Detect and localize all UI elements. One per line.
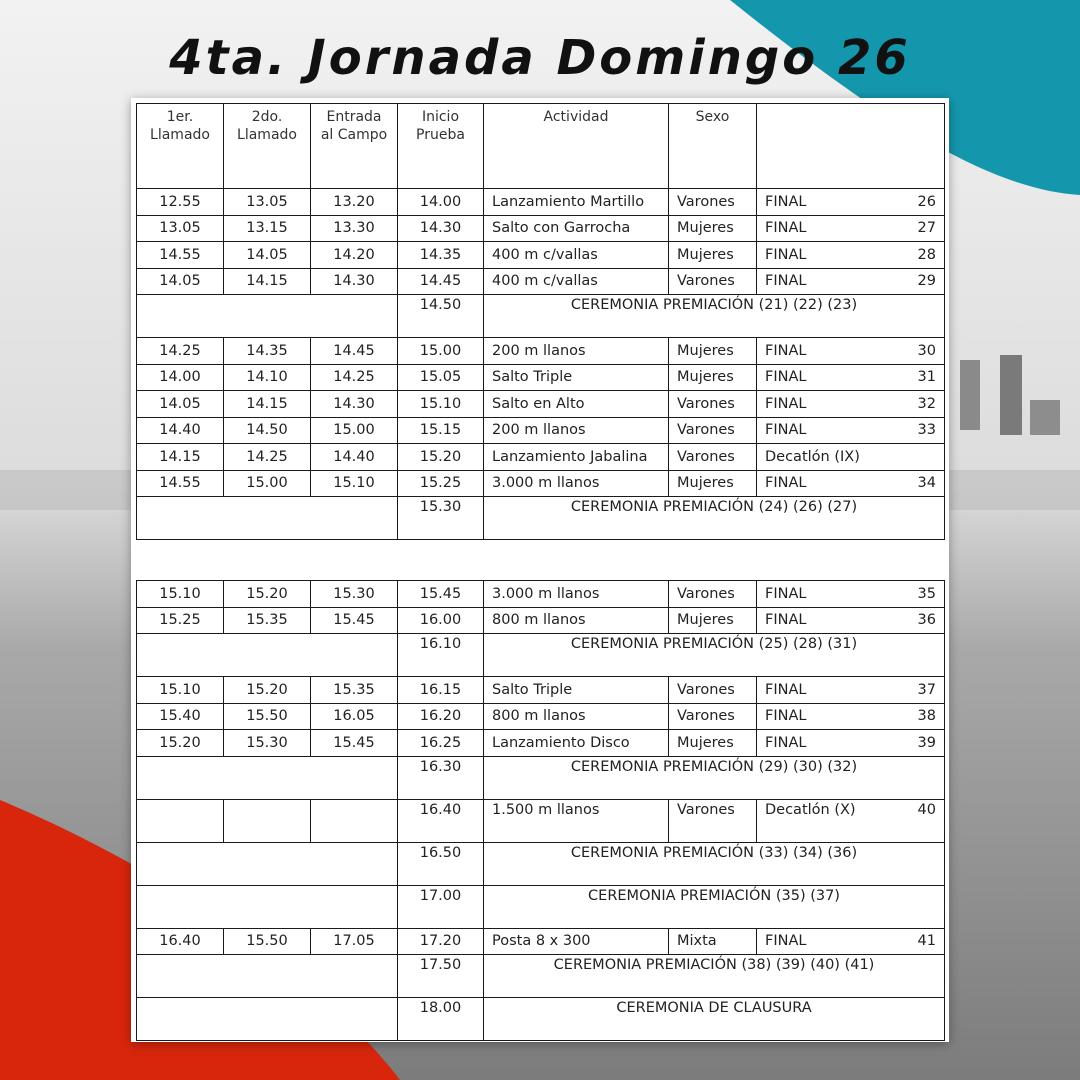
llamado2-cell: 14.25 [224, 444, 311, 471]
actividad-cell: 3.000 m llanos [484, 581, 669, 608]
sexo-cell: Varones [669, 677, 757, 704]
empty-cell [137, 955, 398, 998]
inicio-cell: 16.40 [398, 799, 484, 842]
schedule-body [137, 189, 945, 1041]
fase-label: FINAL [765, 708, 807, 725]
event-row [137, 444, 945, 471]
actividad-cell: Salto Triple [484, 677, 669, 704]
fase-cell [757, 607, 945, 634]
header-sexo: Sexo [669, 104, 757, 189]
fase-wrap [765, 194, 936, 210]
event-row [137, 338, 945, 365]
llamado1-cell: 15.25 [137, 607, 224, 634]
entrada-cell: 15.45 [311, 607, 398, 634]
event-row [137, 215, 945, 242]
event-number: 38 [917, 708, 936, 725]
fase-cell [757, 242, 945, 269]
llamado1-cell: 15.10 [137, 581, 224, 608]
inicio-cell: 15.15 [398, 417, 484, 444]
empty-cell [137, 885, 398, 928]
llamado1-cell: 13.05 [137, 215, 224, 242]
llamado1-cell: 14.00 [137, 364, 224, 391]
entrada-cell: 13.20 [311, 189, 398, 216]
fase-cell [757, 703, 945, 730]
fase-label: FINAL [765, 612, 807, 629]
llamado1-cell [137, 799, 224, 842]
fase-label: FINAL [765, 422, 807, 439]
inicio-cell: 15.30 [398, 497, 484, 540]
event-number: 30 [917, 342, 936, 359]
llamado1-cell: 14.15 [137, 444, 224, 471]
actividad-cell: Lanzamiento Jabalina [484, 444, 669, 471]
fase-cell [757, 470, 945, 497]
event-row [137, 391, 945, 418]
fase-cell [757, 928, 945, 955]
event-row [137, 470, 945, 497]
llamado2-cell: 14.50 [224, 417, 311, 444]
llamado1-cell: 16.40 [137, 928, 224, 955]
entrada-cell: 15.30 [311, 581, 398, 608]
fase-label: Decatlón (IX) [765, 448, 860, 465]
fase-wrap [765, 933, 936, 949]
inicio-cell: 14.00 [398, 189, 484, 216]
llamado2-cell: 15.20 [224, 581, 311, 608]
inicio-cell: 15.45 [398, 581, 484, 608]
ceremony-cell: CEREMONIA PREMIACIÓN (35) (37) [484, 885, 945, 928]
header-llamado2: 2do. Llamado [224, 104, 311, 189]
entrada-cell [311, 799, 398, 842]
fase-wrap [765, 422, 936, 438]
event-row [137, 189, 945, 216]
sexo-cell: Mujeres [669, 470, 757, 497]
fase-label: FINAL [765, 585, 807, 602]
event-number: 26 [917, 193, 936, 210]
event-row [137, 799, 945, 842]
actividad-cell: Salto con Garrocha [484, 215, 669, 242]
spacer-row [137, 540, 945, 581]
event-number: 29 [917, 273, 936, 290]
entrada-cell: 15.00 [311, 417, 398, 444]
llamado1-cell: 15.40 [137, 703, 224, 730]
empty-cell [137, 295, 398, 338]
llamado1-cell: 12.55 [137, 189, 224, 216]
fase-wrap [765, 475, 936, 491]
event-number: 28 [917, 246, 936, 263]
fase-cell [757, 391, 945, 418]
fase-label: FINAL [765, 734, 807, 751]
fase-label: FINAL [765, 193, 807, 210]
actividad-cell: 200 m llanos [484, 417, 669, 444]
ceremony-row [137, 756, 945, 799]
entrada-cell: 13.30 [311, 215, 398, 242]
event-number: 36 [917, 612, 936, 629]
inicio-cell: 16.30 [398, 756, 484, 799]
fase-label: FINAL [765, 369, 807, 386]
sexo-cell: Mujeres [669, 364, 757, 391]
fase-label: FINAL [765, 681, 807, 698]
llamado2-cell: 15.20 [224, 677, 311, 704]
actividad-cell: Salto en Alto [484, 391, 669, 418]
header-llamado1: 1er. Llamado [137, 104, 224, 189]
entrada-cell: 14.20 [311, 242, 398, 269]
actividad-cell: Salto Triple [484, 364, 669, 391]
event-number: 39 [917, 734, 936, 751]
event-number: 31 [917, 369, 936, 386]
inicio-cell: 17.00 [398, 885, 484, 928]
event-number: 33 [917, 422, 936, 439]
inicio-cell: 15.05 [398, 364, 484, 391]
llamado2-cell: 14.10 [224, 364, 311, 391]
llamado1-cell: 14.40 [137, 417, 224, 444]
llamado1-cell: 14.55 [137, 470, 224, 497]
llamado2-cell [224, 799, 311, 842]
fase-wrap [765, 343, 936, 359]
inicio-cell: 15.10 [398, 391, 484, 418]
llamado1-cell: 14.05 [137, 391, 224, 418]
header-entrada: Entrada al Campo [311, 104, 398, 189]
fase-wrap [765, 273, 936, 289]
fase-wrap [765, 612, 936, 628]
ceremony-cell: CEREMONIA DE CLAUSURA [484, 998, 945, 1041]
spacer-cell [137, 540, 945, 581]
actividad-cell: Posta 8 x 300 [484, 928, 669, 955]
fase-cell [757, 799, 945, 842]
ceremony-cell: CEREMONIA PREMIACIÓN (33) (34) (36) [484, 842, 945, 885]
fase-wrap [765, 396, 936, 412]
schedule-table [136, 103, 945, 1041]
inicio-cell: 16.00 [398, 607, 484, 634]
sexo-cell: Varones [669, 581, 757, 608]
event-row [137, 607, 945, 634]
ceremony-cell: CEREMONIA PREMIACIÓN (38) (39) (40) (41) [484, 955, 945, 998]
fase-cell [757, 189, 945, 216]
ceremony-cell: CEREMONIA PREMIACIÓN (25) (28) (31) [484, 634, 945, 677]
sexo-cell: Varones [669, 444, 757, 471]
inicio-cell: 16.20 [398, 703, 484, 730]
llamado2-cell: 13.15 [224, 215, 311, 242]
header-actividad: Actividad [484, 104, 669, 189]
fase-cell [757, 417, 945, 444]
ceremony-cell: CEREMONIA PREMIACIÓN (29) (30) (32) [484, 756, 945, 799]
llamado2-cell: 14.05 [224, 242, 311, 269]
fase-cell [757, 730, 945, 757]
empty-cell [137, 998, 398, 1041]
schedule-table-wrapper [136, 103, 944, 1041]
inicio-cell: 16.10 [398, 634, 484, 677]
sexo-cell: Mujeres [669, 607, 757, 634]
fase-label: FINAL [765, 933, 807, 950]
sexo-cell: Mujeres [669, 338, 757, 365]
llamado1-cell: 14.25 [137, 338, 224, 365]
actividad-cell: 400 m c/vallas [484, 268, 669, 295]
entrada-cell: 14.40 [311, 444, 398, 471]
fase-label: FINAL [765, 475, 807, 492]
event-row [137, 677, 945, 704]
event-row [137, 703, 945, 730]
fase-cell [757, 444, 945, 471]
llamado2-cell: 14.35 [224, 338, 311, 365]
llamado2-cell: 15.30 [224, 730, 311, 757]
event-row [137, 417, 945, 444]
fase-label: FINAL [765, 395, 807, 412]
event-row [137, 730, 945, 757]
header-row [137, 104, 945, 189]
actividad-cell: 400 m c/vallas [484, 242, 669, 269]
sexo-cell: Mujeres [669, 215, 757, 242]
event-row [137, 242, 945, 269]
ceremony-row [137, 295, 945, 338]
llamado2-cell: 15.50 [224, 928, 311, 955]
inicio-cell: 17.50 [398, 955, 484, 998]
event-number: 32 [917, 395, 936, 412]
llamado1-cell: 15.20 [137, 730, 224, 757]
ceremony-row [137, 842, 945, 885]
llamado1-cell: 14.55 [137, 242, 224, 269]
fase-wrap [765, 735, 936, 751]
fase-cell [757, 268, 945, 295]
sexo-cell: Varones [669, 268, 757, 295]
entrada-cell: 14.45 [311, 338, 398, 365]
event-number: 37 [917, 681, 936, 698]
actividad-cell: 200 m llanos [484, 338, 669, 365]
fase-label: FINAL [765, 273, 807, 290]
sexo-cell: Mujeres [669, 730, 757, 757]
entrada-cell: 15.35 [311, 677, 398, 704]
fase-label: FINAL [765, 342, 807, 359]
llamado1-cell: 15.10 [137, 677, 224, 704]
llamado2-cell: 14.15 [224, 268, 311, 295]
inicio-cell: 18.00 [398, 998, 484, 1041]
sexo-cell: Varones [669, 799, 757, 842]
inicio-cell: 14.35 [398, 242, 484, 269]
inicio-cell: 16.50 [398, 842, 484, 885]
inicio-cell: 15.25 [398, 470, 484, 497]
fase-wrap [765, 802, 936, 818]
fase-label: Decatlón (X) [765, 801, 856, 818]
event-row [137, 268, 945, 295]
actividad-cell: 1.500 m llanos [484, 799, 669, 842]
empty-cell [137, 634, 398, 677]
actividad-cell: Lanzamiento Martillo [484, 189, 669, 216]
empty-cell [137, 756, 398, 799]
entrada-cell: 17.05 [311, 928, 398, 955]
ceremony-row [137, 885, 945, 928]
inicio-cell: 16.15 [398, 677, 484, 704]
inicio-cell: 14.45 [398, 268, 484, 295]
event-row [137, 581, 945, 608]
fase-wrap [765, 220, 936, 236]
ceremony-cell: CEREMONIA PREMIACIÓN (24) (26) (27) [484, 497, 945, 540]
fase-cell [757, 677, 945, 704]
fase-cell [757, 364, 945, 391]
sexo-cell: Mixta [669, 928, 757, 955]
event-number: 35 [917, 585, 936, 602]
actividad-cell: 800 m llanos [484, 703, 669, 730]
entrada-cell: 15.10 [311, 470, 398, 497]
event-number: 27 [917, 220, 936, 237]
fase-cell [757, 581, 945, 608]
ceremony-row [137, 998, 945, 1041]
inicio-cell: 17.20 [398, 928, 484, 955]
sexo-cell: Varones [669, 417, 757, 444]
fase-cell [757, 215, 945, 242]
actividad-cell: 800 m llanos [484, 607, 669, 634]
llamado1-cell: 14.05 [137, 268, 224, 295]
entrada-cell: 14.30 [311, 268, 398, 295]
fase-wrap [765, 682, 936, 698]
sexo-cell: Varones [669, 703, 757, 730]
ceremony-row [137, 634, 945, 677]
actividad-cell: Lanzamiento Disco [484, 730, 669, 757]
empty-cell [137, 842, 398, 885]
llamado2-cell: 15.35 [224, 607, 311, 634]
entrada-cell: 14.25 [311, 364, 398, 391]
fase-label: FINAL [765, 246, 807, 263]
llamado2-cell: 14.15 [224, 391, 311, 418]
inicio-cell: 15.20 [398, 444, 484, 471]
event-row [137, 364, 945, 391]
empty-cell [137, 497, 398, 540]
fase-wrap [765, 369, 936, 385]
event-number: 34 [917, 475, 936, 492]
llamado2-cell: 13.05 [224, 189, 311, 216]
fase-wrap [765, 449, 936, 465]
sexo-cell: Varones [669, 189, 757, 216]
inicio-cell: 14.30 [398, 215, 484, 242]
entrada-cell: 16.05 [311, 703, 398, 730]
llamado2-cell: 15.00 [224, 470, 311, 497]
event-row [137, 928, 945, 955]
header-inicio: Inicio Prueba [398, 104, 484, 189]
header-fase [757, 104, 945, 189]
entrada-cell: 14.30 [311, 391, 398, 418]
fase-cell [757, 338, 945, 365]
inicio-cell: 16.25 [398, 730, 484, 757]
entrada-cell: 15.45 [311, 730, 398, 757]
fase-wrap [765, 586, 936, 602]
ceremony-row [137, 497, 945, 540]
inicio-cell: 15.00 [398, 338, 484, 365]
ceremony-cell: CEREMONIA PREMIACIÓN (21) (22) (23) [484, 295, 945, 338]
actividad-cell: 3.000 m llanos [484, 470, 669, 497]
inicio-cell: 14.50 [398, 295, 484, 338]
llamado2-cell: 15.50 [224, 703, 311, 730]
fase-wrap [765, 247, 936, 263]
sexo-cell: Varones [669, 391, 757, 418]
event-number: 40 [917, 801, 936, 818]
sexo-cell: Mujeres [669, 242, 757, 269]
fase-label: FINAL [765, 220, 807, 237]
event-number: 41 [917, 933, 936, 950]
page-title: 4ta. Jornada Domingo 26 [169, 30, 911, 86]
fase-wrap [765, 708, 936, 724]
ceremony-row [137, 955, 945, 998]
